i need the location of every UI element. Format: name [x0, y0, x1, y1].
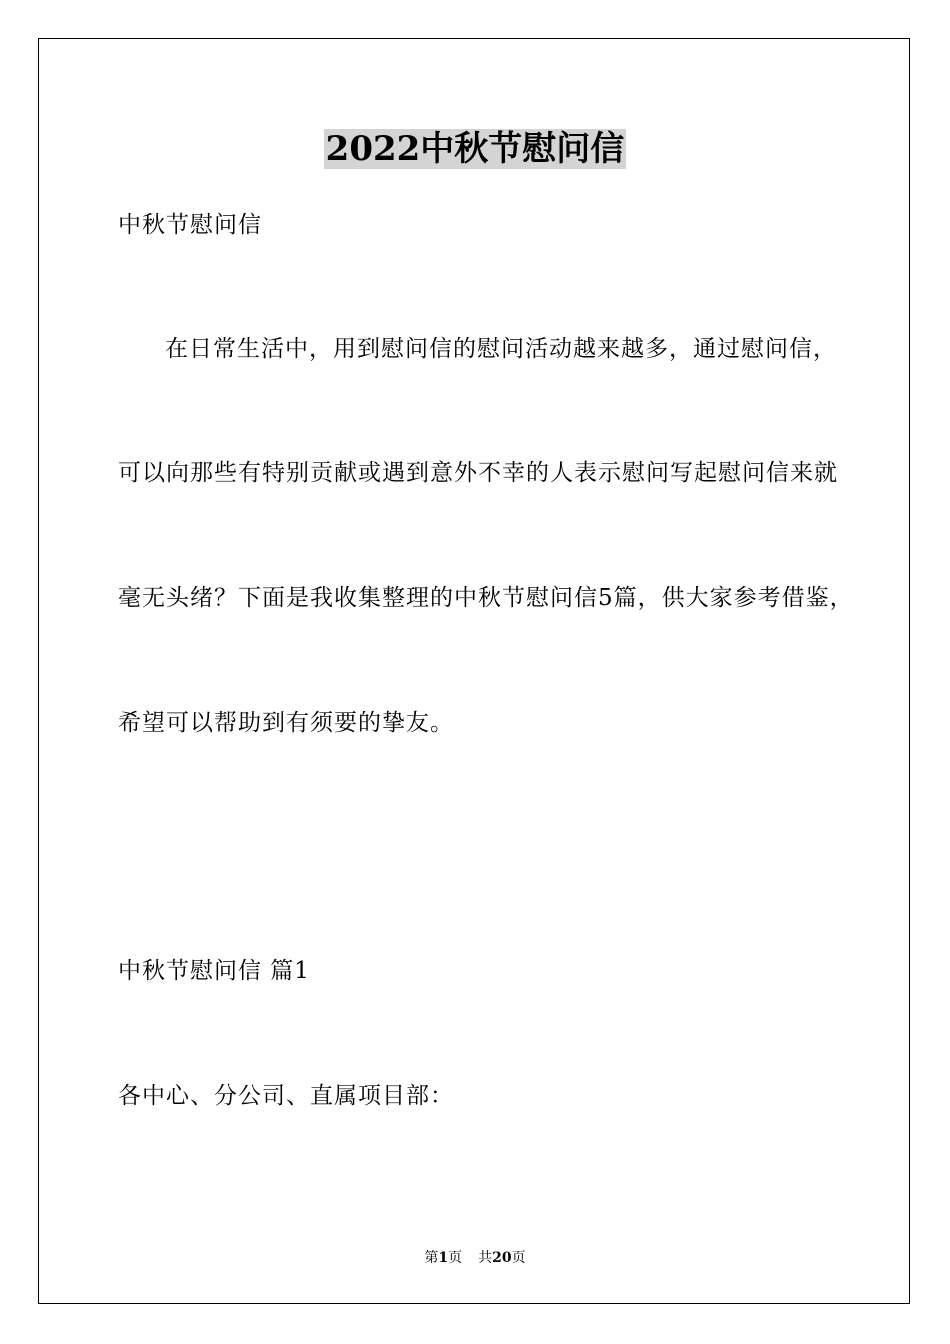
intro-line-2: 可以向那些有特别贡献或遇到意外不幸的人表示慰问写起慰问信来就: [118, 460, 838, 486]
intro-line-1: 在日常生活中，用到慰问信的慰问活动越来越多，通过慰问信，: [165, 336, 837, 362]
document-subtitle: 中秋节慰问信: [118, 212, 262, 238]
document-title-text: 2022中秋节慰问信: [325, 129, 625, 169]
footer-total-prefix: 共: [478, 1250, 493, 1266]
footer-total-suffix: 页: [511, 1250, 526, 1266]
page-footer: [0, 1248, 950, 1268]
footer-page-current: 1: [438, 1250, 449, 1266]
footer-page-suffix: 页: [448, 1250, 463, 1266]
salutation: 各中心、分公司、直属项目部：: [118, 1083, 454, 1109]
footer-page-total: 20: [492, 1250, 512, 1266]
footer-page-prefix: 第: [424, 1250, 439, 1266]
section-heading: 中秋节慰问信 篇1: [118, 958, 310, 984]
document-title: [0, 126, 950, 172]
intro-line-4: 希望可以帮助到有须要的挚友。: [118, 710, 454, 736]
intro-line-3: 毫无头绪？下面是我收集整理的中秋节慰问信5篇，供大家参考借鉴，: [118, 585, 854, 611]
